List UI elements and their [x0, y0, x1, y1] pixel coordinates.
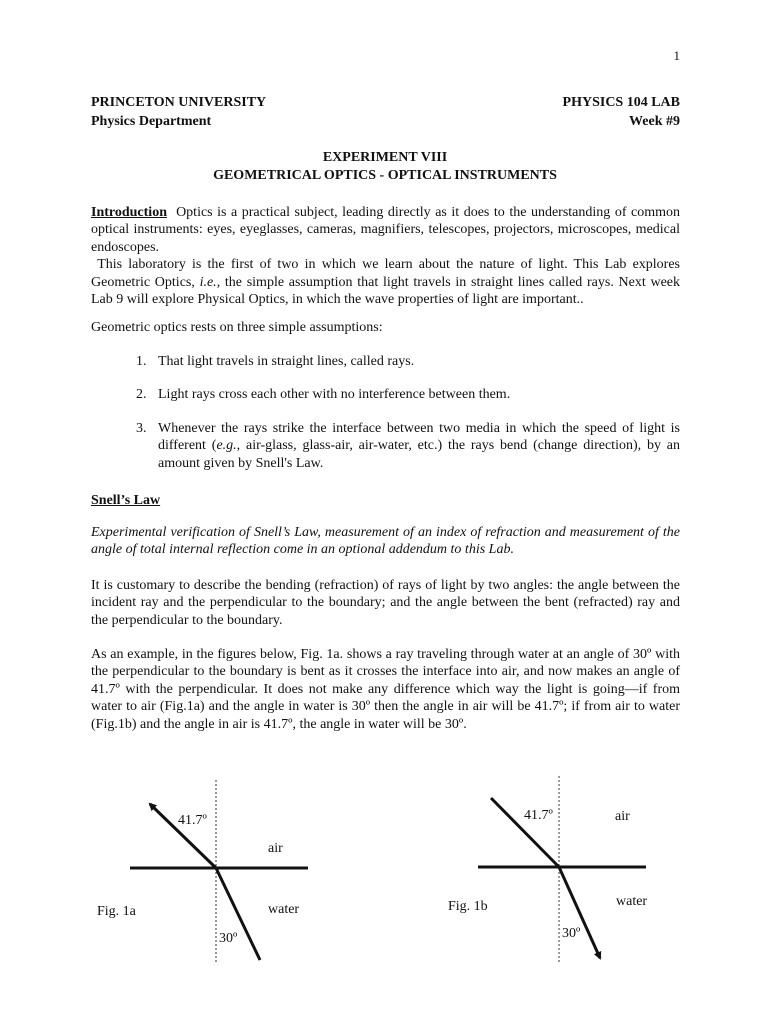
introduction-text-2b: , the simple assumption that light travels in straight lines called rays. Next week Lab 9 will explore Physical Optics, in which the wave properties of light are important.. [91, 274, 681, 308]
list-number: 2. [136, 387, 147, 402]
refraction-figures [0, 770, 770, 1024]
water-ray [559, 867, 600, 958]
header-left [91, 93, 266, 131]
list-text-a: Whenever the rays strike the interface between two media in which the speed of light is different ( [158, 421, 680, 454]
figure-1a [97, 780, 308, 962]
experiment-title: GEOMETRICAL OPTICS - OPTICAL INSTRUMENTS [213, 168, 557, 183]
list-item [136, 353, 680, 370]
list-number: 1. [136, 354, 147, 369]
department-name: Physics Department [91, 114, 212, 129]
university-name: PRINCETON UNIVERSITY [91, 95, 267, 110]
ie-abbrev: i.e. [199, 274, 217, 290]
figure-caption: Fig. 1b [448, 899, 488, 914]
header-right [563, 93, 680, 131]
list-text-b: , air-glass, glass-air, air-water, etc.) the rays bend (change direction), by an amount given by Snell's Law. [158, 438, 680, 471]
figure-1b [448, 776, 647, 962]
list-number: 3. [136, 421, 147, 436]
introduction-text-2a: This laboratory is the first of two in which we learn about the nature of light. This Lab explores Geometric Optics, [91, 257, 680, 290]
assumptions-lead: Geometric optics rests on three simple assumptions: [91, 320, 383, 335]
eg-abbrev: e.g. [216, 438, 237, 454]
list-text: Light rays cross each other with no interference between them. [158, 387, 511, 402]
water-ray [216, 868, 260, 960]
refraction-description: It is customary to describe the bending (refraction) of rays of light by two angles: the angle between the incident ray and the perpendicular to the boundary; and the angle between the bent (refracted) ray and the perpendicular to the boundary. [91, 578, 680, 628]
air-label: air [615, 809, 630, 824]
figure-caption: Fig. 1a [97, 904, 136, 919]
list-item [136, 386, 680, 403]
snells-law-heading: Snell’s Law [91, 493, 161, 508]
angle-water-label: 30º [562, 926, 581, 941]
angle-air-label: 41.7º [178, 813, 207, 828]
introduction-paragraph [91, 204, 680, 308]
introduction-text: Optics is a practical subject, leading directly as it does to the understanding of common optical instruments: eyes, eyeglasses, cameras, magnifiers, telescopes, projectors, microscopes, medical endoscopes. [91, 205, 681, 255]
air-label: air [268, 841, 283, 856]
list-item [136, 420, 680, 472]
list-text [158, 420, 680, 472]
experiment-number: EXPERIMENT VIII [322, 150, 448, 165]
list-text: That light travels in straight lines, called rays. [158, 354, 415, 369]
water-label: water [268, 902, 300, 917]
water-label: water [616, 894, 648, 909]
angle-air-label: 41.7º [524, 808, 553, 823]
course-name: PHYSICS 104 LAB [562, 95, 680, 110]
introduction-label: Introduction [91, 205, 167, 220]
snell-italic-note: Experimental verification of Snell’s Law, measurement of an index of refraction and measurement of the angle of total internal reflection come in an optional addendum to this Lab. [91, 525, 680, 558]
example-paragraph: As an example, in the figures below, Fig. 1a. shows a ray traveling through water at an angle of 30º with the perpendicular to the boundary is bent as it crosses the interface into air, and now makes an angle of 41.7º with the perpendicular. It does not make any difference which way the light is going—if from water to air (Fig.1a) and the angle in water is 30º then the angle in air will be 41.7º; if from air to water (Fig.1b) and the angle in air is 41.7º, the angle in water will be 30º. [91, 647, 680, 732]
angle-water-label: 30º [219, 931, 238, 946]
week-label: Week #9 [629, 114, 680, 129]
page-number: 1 [673, 48, 680, 63]
